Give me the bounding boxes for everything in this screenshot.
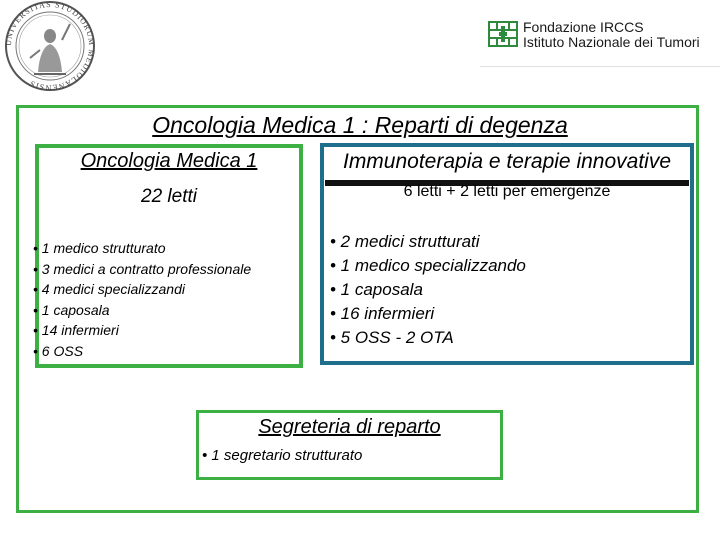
secretariat-item: • 1 segretario strutturato [202,447,363,464]
list-item: • 14 infermieri [33,322,119,338]
list-item: • 1 caposala [330,280,423,299]
left-staff-list [33,238,251,361]
university-seal [0,0,100,92]
list-item: • 2 medici strutturati [330,232,480,251]
list-item: • 3 medici a contratto professionale [33,260,252,277]
list-item: • 1 medico specializzando [330,256,526,275]
list-item: • 6 OSS [33,342,84,359]
logo-text [523,20,700,50]
right-ward-title: Immunoterapia e terapie innovative [342,150,672,173]
list-item: • 5 OSS - 2 OTA [330,328,454,347]
right-ward-beds: 6 letti + 2 letti per emergenze [403,183,611,200]
logo-line-2: Istituto Nazionale dei Tumori [523,34,700,50]
list-item: • 4 medici specializzandi [33,281,185,297]
right-staff-list [330,230,526,350]
list-item: • 16 infermieri [330,304,435,323]
list-item: • 1 caposala [33,301,110,318]
logo-line-1: Fondazione IRCCS [523,19,644,35]
left-ward-title: Oncologia Medica 1 [80,150,258,172]
logo-mark-icon [487,18,521,50]
list-item: • 1 medico strutturato [33,240,166,256]
page-title: Oncologia Medica 1 : Reparti di degenza [152,112,568,138]
secretariat-title: Segreteria di reparto [258,416,441,438]
left-ward-beds: 22 letti [141,186,197,207]
institute-logo [487,18,717,52]
seal-text: UNIVERSITAS STUDIORUM MEDIOLANENSIS [3,0,97,92]
header-divider [480,66,720,67]
